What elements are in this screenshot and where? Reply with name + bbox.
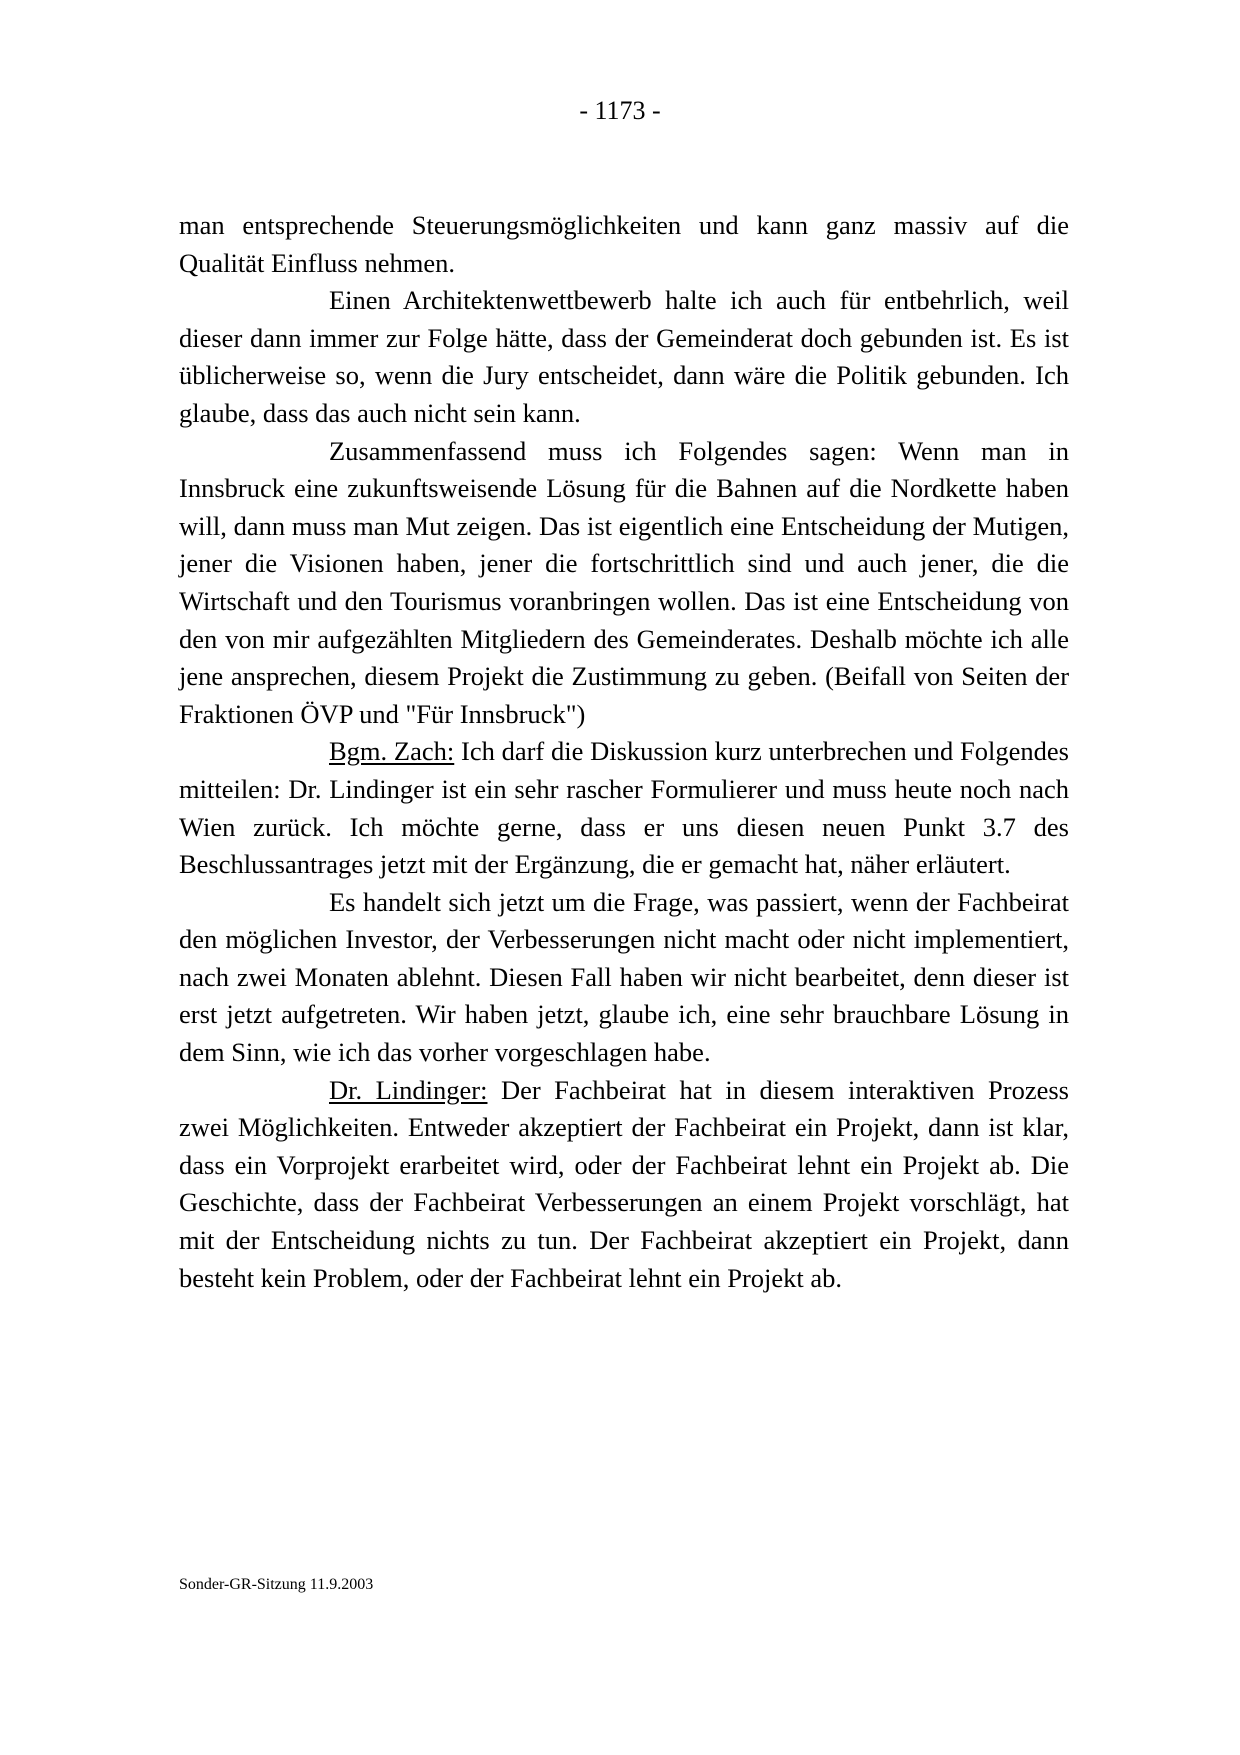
speaker-name: Dr. Lindinger: [329,1074,488,1105]
paragraph-continuation [179,207,1069,282]
paragraph-text: Der Fachbeirat hat in diesem interaktiven Prozess zwei Möglichkeiten. Entweder akzeptiert der Fachbeirat ein Projekt, dann ist klar, dass ein Vorprojekt erarbeitet wird, oder der Fachbeirat lehnt ein Projekt ab. Die Geschichte, dass der Fachbeirat Verbesserungen an einem Projekt vorschlägt, hat mit der Entscheidung nichts zu tun. Der Fachbeirat akzeptiert ein Projekt, dann besteht kein Problem, oder der Fachbeirat lehnt ein Projekt ab. [179,1074,1069,1293]
document-body [179,207,1069,1297]
paragraph-text: Zusammenfassend muss ich Folgendes sagen: Wenn man in Innsbruck eine zukunftsweisende Lösung für die Bahnen auf die Nordkette haben will, dann muss man Mut zeigen. Das ist eigentlich eine Entscheidung der Mutigen, jener die Visionen haben, jener die fortschrittlich sind und auch jener, die die Wirtschaft und den Tourismus voranbringen wollen. Das ist eine Entscheidung von den von mir aufgezählten Mitgliedern des Gemeinderates. Deshalb möchte ich alle jene ansprechen, diesem Projekt die Zustimmung zu geben. [179,435,1069,692]
page-number: - 1173 - [579,96,661,125]
paragraph-text: Einen Architektenwettbewerb halte ich auch für entbehrlich, weil dieser dann immer zur Folge hätte, dass der Gemeinderat doch gebunden ist. Es ist üblicherweise so, wenn die Jury entscheidet, dann wäre die Politik gebunden. Ich glaube, dass das auch nicht sein kann. [179,285,1069,428]
page-footer: Sonder-GR-Sitzung 11.9.2003 [179,1576,374,1593]
paragraph-text: Es handelt sich jetzt um die Frage, was passiert, wenn der Fachbeirat den möglichen Investor, der Verbesserungen nicht macht oder nicht implementiert, nach zwei Monaten ablehnt. Diesen Fall haben wir nicht bearbeitet, denn dieser ist erst jetzt aufgetreten. Wir haben jetzt, glaube ich, eine sehr brauchbare Lösung in dem Sinn, wie ich das vorher vorgeschlagen habe. [179,886,1069,1068]
paragraph [179,282,1069,432]
paragraph [179,433,1069,734]
speaker-name: Bgm. Zach: [329,736,455,767]
speech-paragraph [179,733,1069,883]
paragraph-text: Ich darf die Diskussion kurz unterbrechen und Folgendes mitteilen: Dr. Lindinger ist ein sehr rascher Formulierer und muss heute noch nach Wien zurück. Ich möchte gerne, dass er uns diesen neuen Punkt 3.7 des Beschlussantrages jetzt mit der Ergänzung, die er gemacht hat, näher erläutert. [179,736,1069,880]
applause-note: (Beifall von Seiten der Fraktionen ÖVP und "Für Innsbruck") [179,661,1070,729]
speech-paragraph [179,1072,1069,1298]
paragraph-text: man entsprechende Steuerungsmöglichkeiten und kann ganz massiv auf die Qualität Einfluss nehmen. [179,210,1069,278]
paragraph [179,884,1069,1072]
